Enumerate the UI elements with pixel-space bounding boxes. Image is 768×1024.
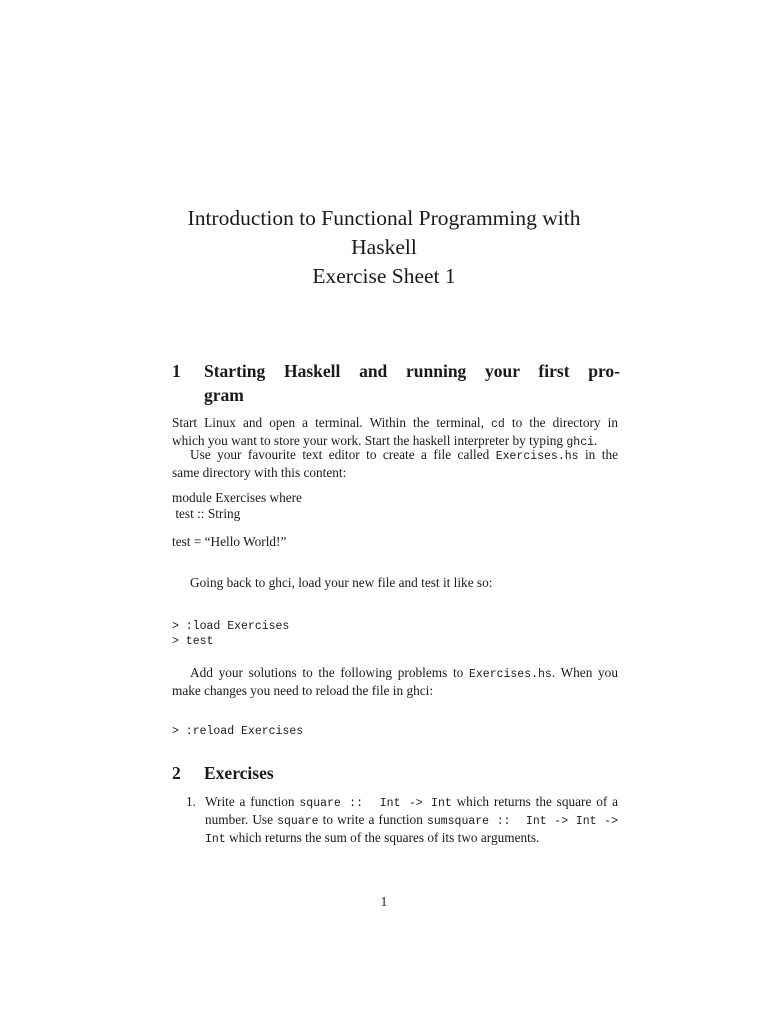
- inline-code-exercises-hs: Exercises.hs: [495, 450, 579, 463]
- title-line-2: Haskell: [351, 235, 417, 259]
- paragraph-create-file: [172, 447, 618, 481]
- text-run: Start Linux and open a terminal. Within the terminal,: [172, 415, 492, 430]
- section-1-number: 1: [172, 361, 181, 381]
- text-run: Add your solutions to the following problems to: [190, 665, 469, 680]
- inline-code-cd: cd: [491, 418, 505, 431]
- exercise-1-line-3: [205, 830, 618, 848]
- inline-code-exercises-hs: Exercises.hs: [468, 668, 552, 681]
- ghci-load-command: > :load Exercises: [172, 620, 290, 633]
- title-line-3: Exercise Sheet 1: [312, 264, 456, 288]
- title-line-1: Introduction to Functional Programming with: [187, 206, 581, 230]
- ghci-test-command: > test: [172, 635, 214, 648]
- list-marker: 1.: [186, 794, 196, 809]
- paragraph-intro: [172, 415, 618, 451]
- text-run: Use your favourite text editor to create a file called: [190, 447, 496, 462]
- inline-code-square: square: [277, 815, 319, 828]
- text-run: to write a function: [318, 812, 427, 827]
- exercise-1-line-2: [205, 812, 618, 830]
- module-code-line-3: test = “Hello World!”: [172, 534, 287, 549]
- inline-code-ghci: ghci: [566, 435, 594, 449]
- list-item: [172, 794, 618, 848]
- text-run: Write a function: [205, 794, 300, 809]
- text-run: . When you: [551, 665, 618, 680]
- text-run: which returns the square of a: [451, 794, 618, 809]
- section-1-title-line-2: gram: [204, 385, 244, 405]
- exercise-1-line-1: [205, 794, 618, 812]
- text-run: which you want to store your work. Start the haskell interpreter by typing: [172, 432, 567, 448]
- paragraph-load: [172, 575, 618, 591]
- document-title: [0, 204, 768, 291]
- paragraph-create-file-line-2: same directory with this content:: [172, 464, 347, 480]
- page-number: 1: [380, 894, 388, 909]
- section-2-heading: [172, 761, 620, 785]
- module-code-line-2: test :: String: [172, 506, 241, 521]
- text-run: .: [594, 432, 598, 448]
- section-2-number: 2: [172, 763, 181, 783]
- inline-code-square-signature: square :: Int -> Int: [299, 797, 452, 810]
- inline-code-int: Int: [205, 833, 226, 846]
- section-2-title: Exercises: [204, 763, 274, 783]
- module-code-line-1: module Exercises where: [172, 490, 302, 505]
- text-run: in the: [578, 447, 618, 462]
- paragraph-solutions-line-1: [172, 665, 618, 683]
- section-1-title-line-1: Starting Haskell and running your first pro-: [204, 361, 620, 381]
- ghci-reload-command: > :reload Exercises: [172, 725, 304, 738]
- paragraph-load-line-1: Going back to ghci, load your new file and test it like so:: [190, 575, 493, 590]
- paragraph-solutions: [172, 665, 618, 699]
- exercise-1-text: [205, 794, 618, 848]
- paragraph-solutions-line-2: make changes you need to reload the file in ghci:: [172, 682, 434, 698]
- text-run: number. Use: [205, 812, 278, 827]
- text-run: which returns the sum of the squares of its two arguments.: [225, 830, 540, 845]
- inline-code-sumsquare-signature: sumsquare :: Int -> Int ->: [426, 815, 618, 828]
- paragraph-create-file-line-1: [172, 447, 618, 465]
- text-run: to the directory in: [504, 415, 618, 430]
- section-1-heading: [172, 359, 620, 407]
- exercise-list: [172, 794, 618, 848]
- paragraph-intro-line-1: [172, 415, 618, 433]
